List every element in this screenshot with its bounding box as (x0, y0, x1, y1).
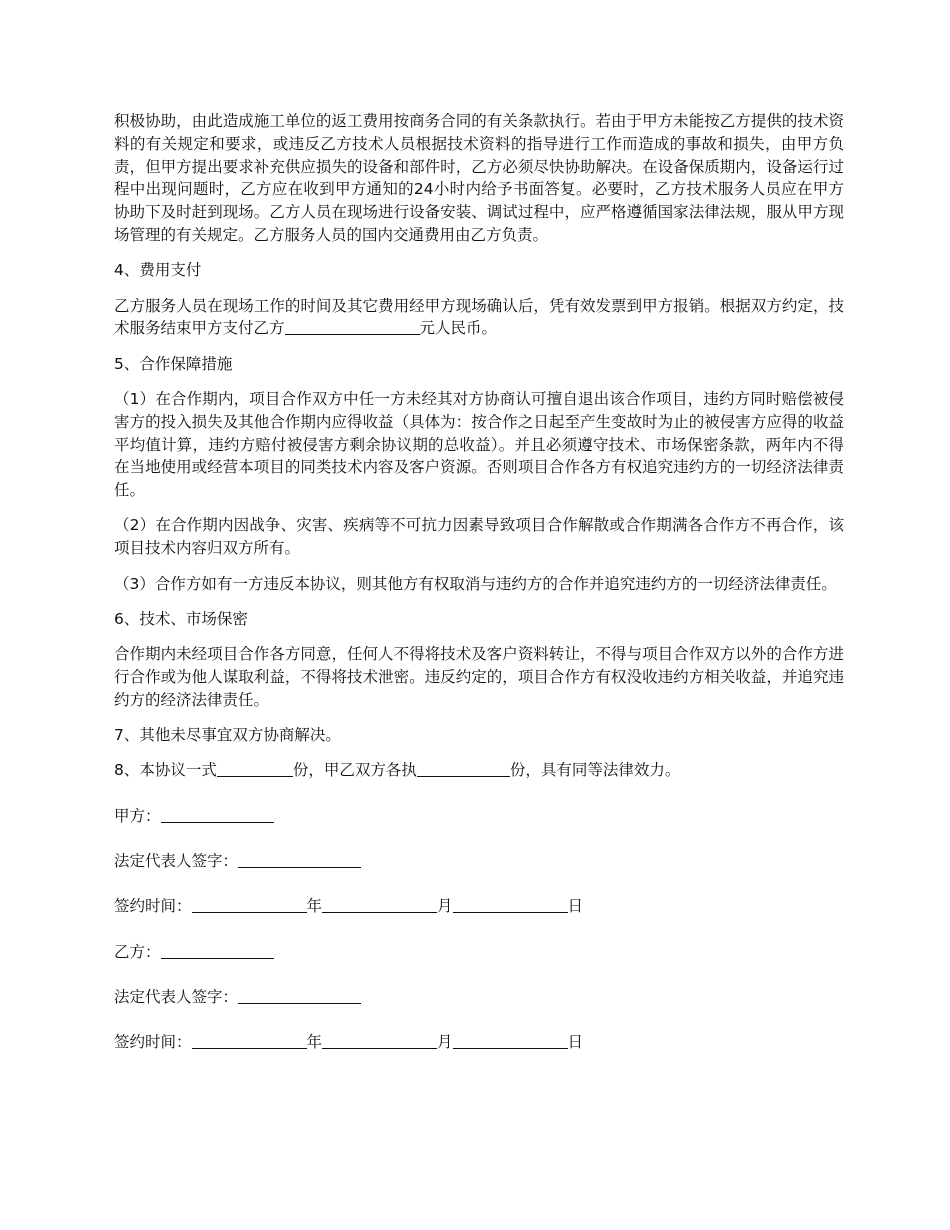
party-b-line (114, 941, 844, 964)
party-a-blank (161, 806, 274, 823)
section-8-text-c: 份，具有同等法律效力。 (509, 761, 681, 780)
section-5-item-3: （3）合作方如有一方违反本协议，则其他方有权取消与违约方的合作并追究违约方的一切经济法律责任。 (114, 574, 837, 593)
party-b-date-label: 签约时间： (114, 1033, 192, 1052)
section-4-heading: 4、费用支付 (114, 261, 202, 280)
payment-amount-blank (285, 318, 420, 335)
section-8-text-b: 份，甲乙双方各执 (292, 761, 417, 780)
party-b-rep-label: 法定代表人签字： (114, 987, 239, 1006)
party-b-year-blank (192, 1032, 307, 1049)
party-a-year-label: 年 (306, 897, 323, 916)
party-b-day-label: 日 (567, 1033, 584, 1052)
party-a-month-label: 月 (437, 897, 453, 916)
section-4-currency: 元人民币。 (419, 319, 498, 338)
copies-each-blank (417, 760, 510, 777)
party-a-day-label: 日 (567, 897, 584, 916)
party-b-label: 乙方： (114, 942, 161, 961)
section-8-paragraph (114, 759, 844, 782)
party-b-day-blank (453, 1032, 568, 1049)
party-b-month-label: 月 (437, 1033, 453, 1052)
party-a-label: 甲方： (114, 806, 161, 825)
party-a-day-blank (453, 896, 568, 913)
section-6-paragraph: 合作期内未经项目合作各方同意，任何人不得将技术及客户资料转让，不得与项目合作双方以外的合作方进行合作或为他人谋取利益，不得将技术泄密。违反约定的，项目合作方有权没收违约方相关收益，并追究违约方的经济法律责任。 (114, 645, 844, 709)
intro-paragraph: 积极协助，由此造成施工单位的返工费用按商务合同的有关条款执行。若由于甲方未能按乙方提供的技术资料的有关规定和要求，或违反乙方技术人员根据技术资料的指导进行工作而造成的事故和损失，由甲方负责，但甲方提出要求补充供应损失的设备和部件时，乙方必须尽快协助解决。在设备保质期内，设备运行过程中出现问题时，乙方应在收到甲方通知的24小时内给予书面答复。必要时，乙方技术服务人员应在甲方协助下及时赶到现场。乙方人员在现场进行设备安装、调试过程中，应严格遵循国家法律法规，服从甲方现场管理的有关规定。乙方服务人员的国内交通费用由乙方负责。 (114, 112, 844, 244)
party-a-year-blank (192, 896, 307, 913)
party-a-date-line (114, 895, 844, 918)
section-4-paragraph (114, 295, 844, 341)
section-4-text: 乙方服务人员在现场工作的时间及其它费用经甲方现场确认后，凭有效发票到甲方报销。根据双方约定，技术服务结束甲方支付乙方 (114, 296, 844, 338)
document-page (114, 110, 844, 1066)
party-a-representative-line (114, 850, 844, 873)
party-b-year-label: 年 (306, 1033, 323, 1052)
section-5-item-1: （1）在合作期内，项目合作双方中任一方未经其对方协商认可擅自退出该合作项目，违约方同时赔偿被侵害方的投入损失及其他合作期内应得收益（具体为：按合作之日起至产生变故时为止的被侵害方应得的收益平均值计算，违约方赔付被侵害方剩余协议期的总收益）。并且必须遵守技术、市场保密条款，两年内不得在当地使用或经营本项目的同类技术内容及客户资源。否则项目合作各方有权追究违约方的一切经济法律责任。 (114, 389, 844, 500)
copies-total-blank (217, 760, 293, 777)
party-b-signature-blank (238, 987, 361, 1004)
party-a-rep-label: 法定代表人签字： (114, 851, 239, 870)
section-5-heading: 5、合作保障措施 (114, 354, 233, 373)
section-7-heading: 7、其他未尽事宜双方协商解决。 (114, 726, 341, 745)
section-5-item-2: （2）在合作期内因战争、灾害、疾病等不可抗力因素导致项目合作解散或合作期满各合作方不再合作，该项目技术内容归双方所有。 (114, 516, 844, 558)
party-a-date-label: 签约时间： (114, 897, 192, 916)
party-a-signature-blank (238, 851, 361, 868)
party-b-representative-line (114, 986, 844, 1009)
party-a-month-blank (322, 896, 437, 913)
party-a-line (114, 805, 844, 828)
party-b-month-blank (322, 1032, 437, 1049)
party-b-blank (161, 942, 274, 959)
party-b-date-line (114, 1031, 844, 1054)
section-8-text-a: 8、本协议一式 (114, 761, 217, 780)
section-6-heading: 6、技术、市场保密 (114, 609, 248, 628)
